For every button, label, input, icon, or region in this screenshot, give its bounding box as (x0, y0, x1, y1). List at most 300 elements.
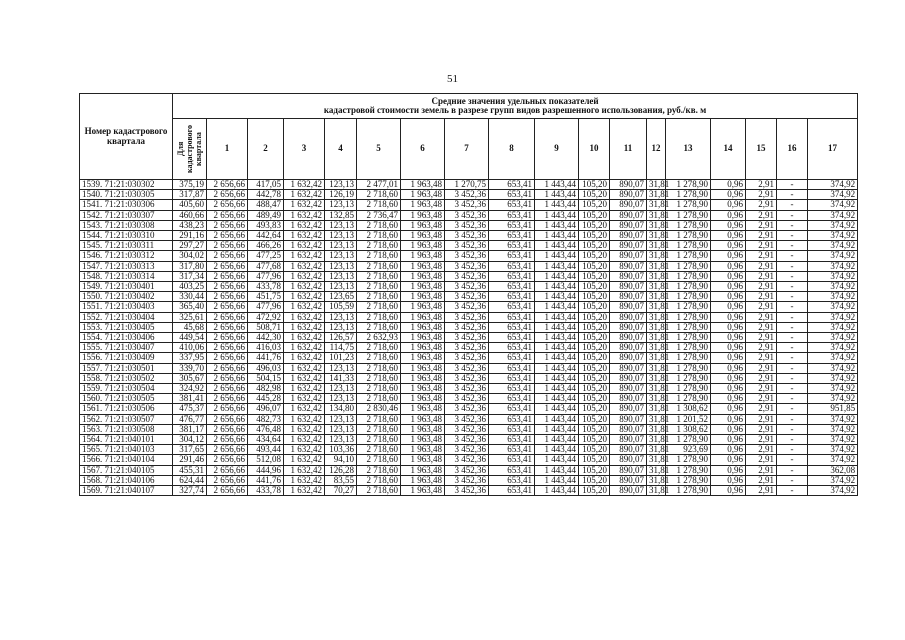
value-cell: 2 656,66 (207, 343, 248, 353)
table-row (80, 251, 858, 261)
value-cell: 1 963,48 (401, 353, 445, 363)
value-cell: 1 632,42 (284, 384, 325, 394)
value-cell: 1 963,48 (401, 251, 445, 261)
value-cell: 2 656,66 (207, 475, 248, 485)
value-cell: 105,20 (579, 210, 610, 220)
value-cell: 0,96 (711, 241, 746, 251)
value-cell: 504,15 (248, 373, 284, 383)
value-cell: 0,96 (711, 312, 746, 322)
value-cell: 2,91 (746, 200, 777, 210)
value-cell: 1 443,44 (535, 343, 579, 353)
value-cell: 365,40 (173, 302, 207, 312)
quarter-id-cell: 1562. 71:21:030507 (80, 414, 173, 424)
value-cell: 123,13 (325, 200, 357, 210)
value-cell: 1 278,90 (666, 200, 711, 210)
value-cell: 496,03 (248, 363, 284, 373)
value-cell: 2 718,60 (357, 373, 401, 383)
value-cell: 890,07 (610, 343, 647, 353)
value-cell: 1 632,42 (284, 261, 325, 271)
value-cell: 653,41 (489, 373, 535, 383)
value-cell: 1 443,44 (535, 282, 579, 292)
value-cell: 2 656,66 (207, 486, 248, 496)
value-cell: 0,96 (711, 333, 746, 343)
value-cell: 2 656,66 (207, 322, 248, 332)
value-cell: 31,81 (647, 353, 666, 363)
row-label-header: Номер кадастрового квартала (80, 94, 173, 180)
value-cell: 3 452,36 (445, 282, 489, 292)
value-cell: 1 278,90 (666, 333, 711, 343)
value-cell: 2 656,66 (207, 435, 248, 445)
value-cell: 0,96 (711, 414, 746, 424)
value-cell: 1 278,90 (666, 465, 711, 475)
value-cell: 374,92 (808, 414, 858, 424)
value-cell: 123,13 (325, 220, 357, 230)
value-cell: 1 632,42 (284, 475, 325, 485)
value-cell: 403,25 (173, 282, 207, 292)
value-cell: 653,41 (489, 251, 535, 261)
value-cell: 2,91 (746, 322, 777, 332)
value-cell: 444,96 (248, 465, 284, 475)
value-cell: 134,80 (325, 404, 357, 414)
value-cell: 1 963,48 (401, 180, 445, 190)
value-cell: 3 452,36 (445, 394, 489, 404)
value-cell: 374,92 (808, 292, 858, 302)
value-cell: 0,96 (711, 292, 746, 302)
value-cell: 2 656,66 (207, 271, 248, 281)
value-cell: 2 718,60 (357, 241, 401, 251)
value-cell: 449,54 (173, 333, 207, 343)
value-cell: 405,60 (173, 200, 207, 210)
value-cell: 890,07 (610, 312, 647, 322)
value-cell: 141,33 (325, 373, 357, 383)
value-cell: 1 278,90 (666, 282, 711, 292)
value-cell: 374,92 (808, 322, 858, 332)
value-cell: 31,81 (647, 302, 666, 312)
value-cell: 2 736,47 (357, 210, 401, 220)
column-header: 1 (207, 119, 248, 180)
value-cell: 105,20 (579, 302, 610, 312)
value-cell: 0,96 (711, 475, 746, 485)
value-cell: 105,20 (579, 292, 610, 302)
value-cell: 2 718,60 (357, 200, 401, 210)
value-cell: 1 632,42 (284, 292, 325, 302)
value-cell: 3 452,36 (445, 302, 489, 312)
value-cell: 1 632,42 (284, 271, 325, 281)
value-cell: 2 718,60 (357, 384, 401, 394)
value-cell: 123,13 (325, 180, 357, 190)
value-cell: 317,80 (173, 261, 207, 271)
quarter-id-cell: 1557. 71:21:030501 (80, 363, 173, 373)
quarter-id-cell: 1559. 71:21:030504 (80, 384, 173, 394)
value-cell: 1 443,44 (535, 302, 579, 312)
table-row (80, 424, 858, 434)
value-cell: 890,07 (610, 302, 647, 312)
value-cell: 890,07 (610, 384, 647, 394)
value-cell: 2,91 (746, 333, 777, 343)
value-cell: 890,07 (610, 333, 647, 343)
value-cell: 1 278,90 (666, 373, 711, 383)
value-cell: 31,81 (647, 271, 666, 281)
value-cell: 1 443,44 (535, 271, 579, 281)
quarter-id-cell: 1558. 71:21:030502 (80, 373, 173, 383)
value-cell: 31,81 (647, 424, 666, 434)
value-cell: 31,81 (647, 231, 666, 241)
value-cell: 0,96 (711, 486, 746, 496)
value-cell: 31,81 (647, 241, 666, 251)
column-header: 13 (666, 119, 711, 180)
table-row (80, 200, 858, 210)
value-cell: 291,16 (173, 231, 207, 241)
value-cell: 0,96 (711, 373, 746, 383)
value-cell: 2,91 (746, 241, 777, 251)
value-cell: - (777, 424, 808, 434)
value-cell: 890,07 (610, 475, 647, 485)
value-cell: 1 632,42 (284, 435, 325, 445)
value-cell: 123,13 (325, 394, 357, 404)
value-cell: 374,92 (808, 190, 858, 200)
value-cell: 0,96 (711, 220, 746, 230)
value-cell: 482,98 (248, 384, 284, 394)
value-cell: 304,02 (173, 251, 207, 261)
value-cell: 1 278,90 (666, 475, 711, 485)
value-cell: - (777, 333, 808, 343)
value-cell: 2,91 (746, 261, 777, 271)
table-row (80, 322, 858, 332)
quarter-id-cell: 1566. 71:21:040104 (80, 455, 173, 465)
value-cell: 1 278,90 (666, 220, 711, 230)
value-cell: 45,68 (173, 322, 207, 332)
value-cell: 653,41 (489, 384, 535, 394)
value-cell: 1 443,44 (535, 261, 579, 271)
table-row (80, 475, 858, 485)
value-cell: 31,81 (647, 180, 666, 190)
value-cell: 653,41 (489, 180, 535, 190)
group-title-header (173, 94, 858, 119)
value-cell: 31,81 (647, 465, 666, 475)
value-cell: 2 656,66 (207, 455, 248, 465)
value-cell: 1 963,48 (401, 343, 445, 353)
quarter-id-cell: 1549. 71:21:030401 (80, 282, 173, 292)
value-cell: 2 718,60 (357, 302, 401, 312)
value-cell: 2 718,60 (357, 353, 401, 363)
column-header: 6 (401, 119, 445, 180)
value-cell: 3 452,36 (445, 210, 489, 220)
value-cell: 1 632,42 (284, 343, 325, 353)
value-cell: 0,96 (711, 251, 746, 261)
value-cell: - (777, 200, 808, 210)
value-cell: 132,85 (325, 210, 357, 220)
value-cell: 123,13 (325, 271, 357, 281)
value-cell: 1 443,44 (535, 180, 579, 190)
value-cell: 3 452,36 (445, 363, 489, 373)
value-cell: 1 632,42 (284, 302, 325, 312)
value-cell: - (777, 282, 808, 292)
value-cell: 1 278,90 (666, 486, 711, 496)
value-cell: 653,41 (489, 414, 535, 424)
value-cell: 2,91 (746, 302, 777, 312)
value-cell: 653,41 (489, 475, 535, 485)
value-cell: 890,07 (610, 445, 647, 455)
table-row (80, 302, 858, 312)
value-cell: 1 963,48 (401, 414, 445, 424)
value-cell: 890,07 (610, 292, 647, 302)
value-cell: 374,92 (808, 363, 858, 373)
cadastral-value-table (79, 93, 858, 496)
value-cell: 374,92 (808, 220, 858, 230)
value-cell: 1 963,48 (401, 445, 445, 455)
value-cell: - (777, 404, 808, 414)
value-cell: 653,41 (489, 241, 535, 251)
value-cell: 1 632,42 (284, 312, 325, 322)
value-cell: 2,91 (746, 251, 777, 261)
value-cell: 1 963,48 (401, 475, 445, 485)
value-cell: 0,96 (711, 190, 746, 200)
value-cell: 105,20 (579, 180, 610, 190)
value-cell: 1 443,44 (535, 394, 579, 404)
value-cell: 31,81 (647, 363, 666, 373)
value-cell: 2 718,60 (357, 394, 401, 404)
value-cell: 2 656,66 (207, 353, 248, 363)
value-cell: 2 718,60 (357, 261, 401, 271)
value-cell: 1 443,44 (535, 384, 579, 394)
value-cell: 3 452,36 (445, 251, 489, 261)
quarter-id-cell: 1567. 71:21:040105 (80, 465, 173, 475)
value-cell: 653,41 (489, 465, 535, 475)
value-cell: 2,91 (746, 465, 777, 475)
value-cell: 1 963,48 (401, 424, 445, 434)
value-cell: 442,30 (248, 333, 284, 343)
value-cell: 1 963,48 (401, 373, 445, 383)
value-cell: 890,07 (610, 190, 647, 200)
value-cell: 105,20 (579, 190, 610, 200)
value-cell: 3 452,36 (445, 220, 489, 230)
value-cell: 890,07 (610, 200, 647, 210)
value-cell: 126,28 (325, 465, 357, 475)
value-cell: 2 718,60 (357, 312, 401, 322)
value-cell: 123,65 (325, 292, 357, 302)
value-cell: 2 656,66 (207, 363, 248, 373)
value-cell: 1 278,90 (666, 384, 711, 394)
table-row (80, 414, 858, 424)
quarter-id-cell: 1539. 71:21:030302 (80, 180, 173, 190)
value-cell: 1 278,90 (666, 435, 711, 445)
value-cell: 890,07 (610, 465, 647, 475)
value-cell: 508,71 (248, 322, 284, 332)
value-cell: 374,92 (808, 261, 858, 271)
value-cell: 105,20 (579, 363, 610, 373)
value-cell: 123,13 (325, 282, 357, 292)
value-cell: 105,20 (579, 455, 610, 465)
value-cell: 291,46 (173, 455, 207, 465)
value-cell: 337,95 (173, 353, 207, 363)
value-cell: 105,20 (579, 373, 610, 383)
value-cell: - (777, 231, 808, 241)
value-cell: 105,20 (579, 200, 610, 210)
value-cell: 1 443,44 (535, 373, 579, 383)
value-cell: 2,91 (746, 353, 777, 363)
value-cell: 1 632,42 (284, 353, 325, 363)
value-cell: 31,81 (647, 384, 666, 394)
value-cell: 890,07 (610, 455, 647, 465)
value-cell: 374,92 (808, 312, 858, 322)
value-cell: 1 443,44 (535, 200, 579, 210)
column-header: 16 (777, 119, 808, 180)
value-cell: 2 656,66 (207, 251, 248, 261)
group-title-line-1: Средние значения удельных показателей (431, 95, 599, 106)
value-cell: 1 632,42 (284, 404, 325, 414)
value-cell: 374,92 (808, 210, 858, 220)
value-cell: 653,41 (489, 292, 535, 302)
value-cell: 327,74 (173, 486, 207, 496)
value-cell: 1 278,90 (666, 261, 711, 271)
value-cell: 105,20 (579, 271, 610, 281)
value-cell: 31,81 (647, 394, 666, 404)
value-cell: 1 278,90 (666, 190, 711, 200)
value-cell: 3 452,36 (445, 445, 489, 455)
value-cell: 477,68 (248, 261, 284, 271)
value-cell: 123,13 (325, 384, 357, 394)
value-cell: 31,81 (647, 373, 666, 383)
value-cell: 2 718,60 (357, 271, 401, 281)
value-cell: 2,91 (746, 363, 777, 373)
value-cell: 653,41 (489, 282, 535, 292)
value-cell: 417,05 (248, 180, 284, 190)
column-header: 9 (535, 119, 579, 180)
value-cell: 105,20 (579, 282, 610, 292)
value-cell: 890,07 (610, 322, 647, 332)
first-column-label: Для кадастрового квартала (176, 124, 203, 174)
value-cell: 1 963,48 (401, 292, 445, 302)
value-cell: 2 718,60 (357, 465, 401, 475)
table-row (80, 343, 858, 353)
quarter-id-cell: 1560. 71:21:030505 (80, 394, 173, 404)
quarter-id-cell: 1546. 71:21:030312 (80, 251, 173, 261)
value-cell: 2 718,60 (357, 282, 401, 292)
value-cell: 1 632,42 (284, 180, 325, 190)
value-cell: 2 718,60 (357, 251, 401, 261)
value-cell: 2,91 (746, 312, 777, 322)
value-cell: 3 452,36 (445, 486, 489, 496)
value-cell: 653,41 (489, 394, 535, 404)
table-row (80, 241, 858, 251)
value-cell: 2 718,60 (357, 292, 401, 302)
value-cell: 70,27 (325, 486, 357, 496)
value-cell: 123,13 (325, 414, 357, 424)
value-cell: 105,20 (579, 322, 610, 332)
value-cell: 374,92 (808, 475, 858, 485)
value-cell: 1 963,48 (401, 200, 445, 210)
value-cell: 3 452,36 (445, 414, 489, 424)
column-header: 8 (489, 119, 535, 180)
value-cell: 123,13 (325, 261, 357, 271)
value-cell: 1 632,42 (284, 251, 325, 261)
value-cell: 1 632,42 (284, 210, 325, 220)
value-cell: 1 963,48 (401, 271, 445, 281)
value-cell: - (777, 190, 808, 200)
value-cell: 1 963,48 (401, 455, 445, 465)
value-cell: 31,81 (647, 251, 666, 261)
value-cell: 374,92 (808, 353, 858, 363)
table-row (80, 220, 858, 230)
value-cell: 305,67 (173, 373, 207, 383)
table-row (80, 231, 858, 241)
value-cell: 0,96 (711, 445, 746, 455)
value-cell: 2,91 (746, 180, 777, 190)
value-cell: 1 963,48 (401, 220, 445, 230)
value-cell: 1 443,44 (535, 404, 579, 414)
value-cell: 890,07 (610, 180, 647, 190)
value-cell: 1 278,90 (666, 251, 711, 261)
value-cell: 3 452,36 (445, 404, 489, 414)
value-cell: 1 278,90 (666, 363, 711, 373)
value-cell: 31,81 (647, 404, 666, 414)
value-cell: - (777, 455, 808, 465)
value-cell: 477,25 (248, 251, 284, 261)
value-cell: 374,92 (808, 424, 858, 434)
value-cell: 3 452,36 (445, 424, 489, 434)
table-row (80, 363, 858, 373)
value-cell: 1 443,44 (535, 435, 579, 445)
column-header: 17 (808, 119, 858, 180)
value-cell: 442,78 (248, 190, 284, 200)
value-cell: 2 656,66 (207, 445, 248, 455)
table-row (80, 373, 858, 383)
value-cell: 374,92 (808, 231, 858, 241)
table-row (80, 312, 858, 322)
quarter-id-cell: 1547. 71:21:030313 (80, 261, 173, 271)
value-cell: - (777, 180, 808, 190)
quarter-id-cell: 1554. 71:21:030406 (80, 333, 173, 343)
value-cell: 374,92 (808, 455, 858, 465)
value-cell: 653,41 (489, 220, 535, 230)
value-cell: - (777, 241, 808, 251)
table-row (80, 190, 858, 200)
value-cell: 0,96 (711, 261, 746, 271)
value-cell: 1 963,48 (401, 394, 445, 404)
value-cell: 31,81 (647, 486, 666, 496)
value-cell: 317,65 (173, 445, 207, 455)
value-cell: 374,92 (808, 200, 858, 210)
value-cell: 2,91 (746, 190, 777, 200)
group-title-line-2: кадастровой стоимости земель в разрезе групп видов разрешенного использования, руб./кв. м (323, 105, 707, 115)
value-cell: 317,34 (173, 271, 207, 281)
value-cell: 2 718,60 (357, 445, 401, 455)
value-cell: 2 718,60 (357, 220, 401, 230)
value-cell: 2 656,66 (207, 302, 248, 312)
value-cell: 105,20 (579, 343, 610, 353)
table-row (80, 455, 858, 465)
value-cell: 3 452,36 (445, 231, 489, 241)
value-cell: 1 278,90 (666, 394, 711, 404)
value-cell: 126,57 (325, 333, 357, 343)
value-cell: 374,92 (808, 486, 858, 496)
column-header: 10 (579, 119, 610, 180)
value-cell: 3 452,36 (445, 373, 489, 383)
value-cell: 512,08 (248, 455, 284, 465)
value-cell: 1 963,48 (401, 384, 445, 394)
value-cell: 890,07 (610, 363, 647, 373)
value-cell: 1 632,42 (284, 220, 325, 230)
value-cell: 1 278,90 (666, 353, 711, 363)
value-cell: 105,20 (579, 414, 610, 424)
value-cell: - (777, 322, 808, 332)
quarter-id-cell: 1553. 71:21:030405 (80, 322, 173, 332)
table-row (80, 384, 858, 394)
value-cell: 0,96 (711, 343, 746, 353)
value-cell: 31,81 (647, 220, 666, 230)
value-cell: 3 452,36 (445, 465, 489, 475)
value-cell: 2,91 (746, 435, 777, 445)
